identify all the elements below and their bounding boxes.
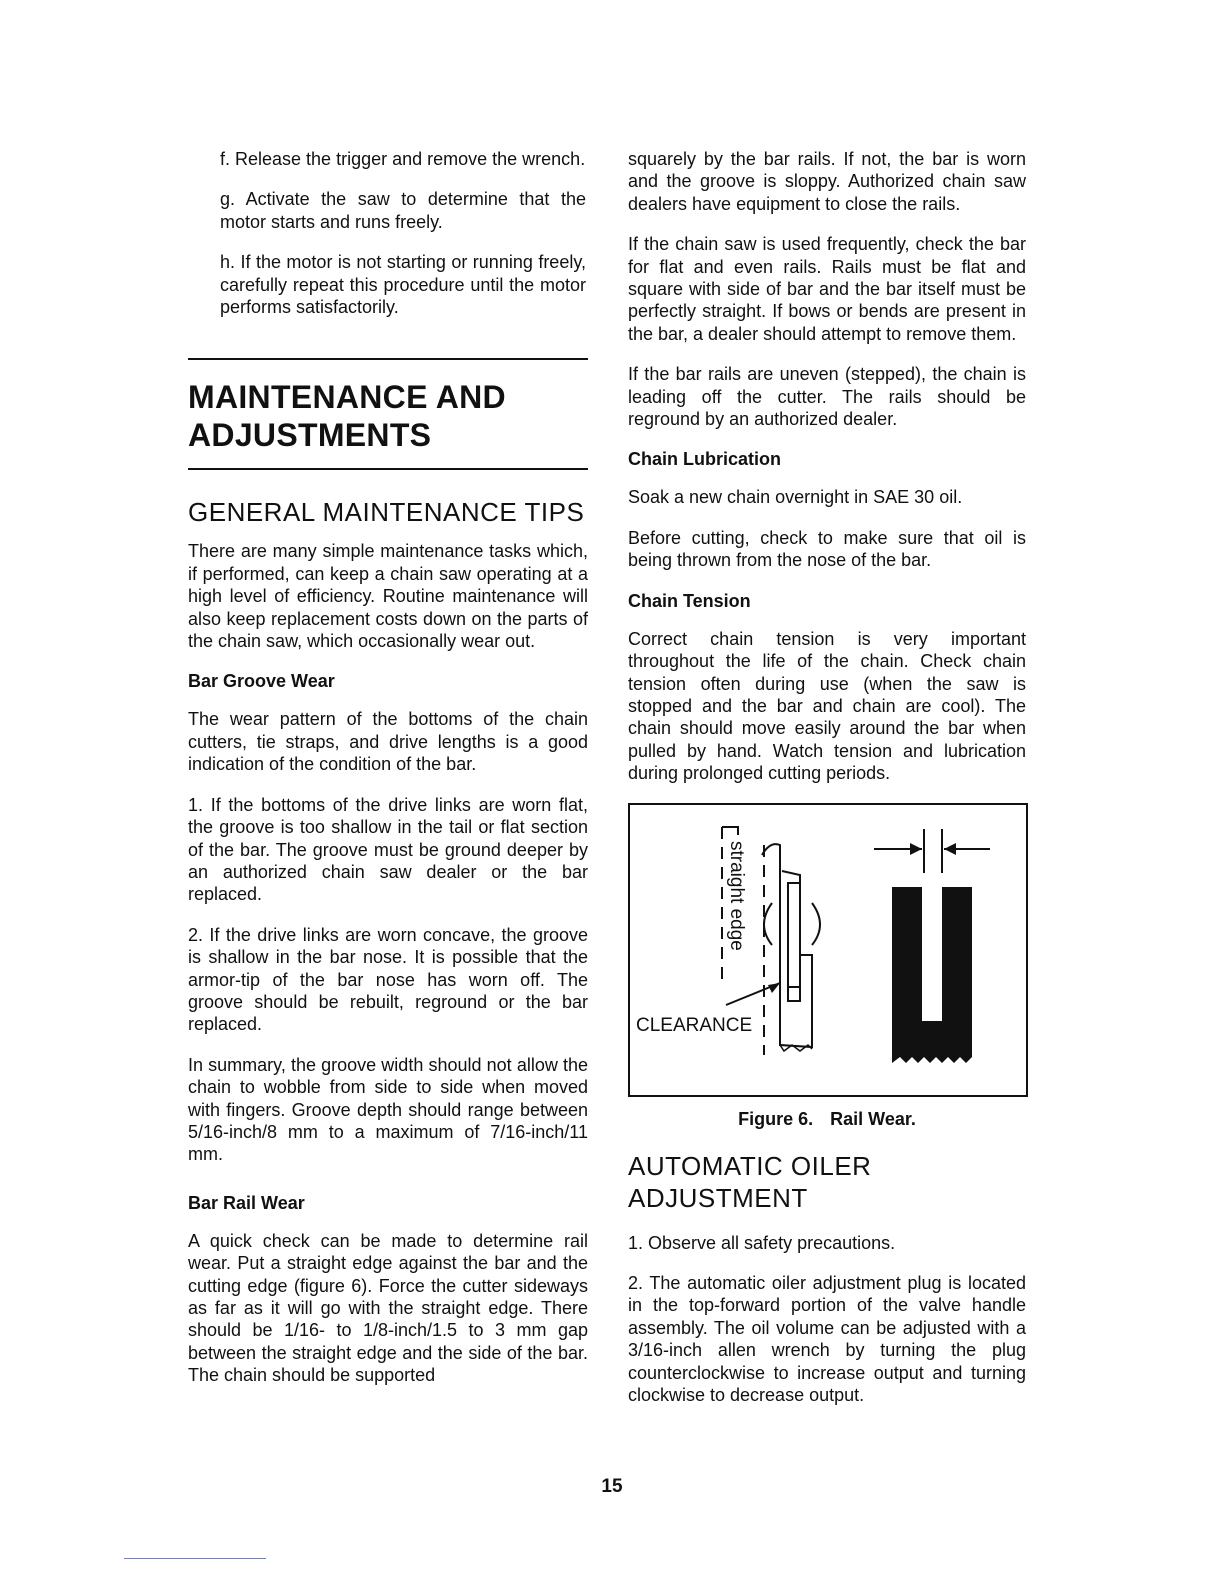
straight-edge-label: straight edge <box>726 840 747 951</box>
chain-tension-title: Chain Tension <box>628 590 751 611</box>
bar-groove-title: Bar Groove Wear <box>188 671 335 692</box>
section-divider-top <box>188 358 588 360</box>
figure-caption <box>628 1109 1026 1130</box>
chain-tension-text: Correct chain tension is very important throughout the life of the chain. Check chain tension often during use (when the saw is stopped and the bar and chain are cool). The chain should move easily around the bar when pulled by hand. Watch tension and lubrication during prolonged cutting periods. <box>628 628 1026 784</box>
oiler-item-1: 1. Observe all safety precautions. <box>628 1232 896 1253</box>
drive-link-tip <box>788 987 800 1001</box>
section-title-line2: ADJUSTMENTS <box>188 417 432 454</box>
lubrication-text-2: Before cutting, check to make sure that oil is being thrown from the nose of the bar. <box>628 527 1026 571</box>
bar-rail-text: A quick check can be made to determine rail wear. Put a straight edge against the bar and the cutting edge (figure 6). Force the cutter sideways as far as it will go with the straight edge. There should be 1/16- to 1/8-inch/1.5 to 3 mm gap between the straight edge and the side of the bar. The chain should be supported <box>188 1230 588 1386</box>
groove-item-2: 2. If the drive links are worn concave, the groove is shallow in the bar nose. It is possible that the armor-tip of the bar nose has worn off. The groove should be rebuilt, reground or the bar replaced. <box>188 924 588 1035</box>
step-g: g. Activate the saw to determine that the motor starts and runs freely. <box>220 189 586 232</box>
step-f: f. Release the trigger and remove the wrench. <box>220 149 586 169</box>
groove-item-1: 1. If the bottoms of the drive links are worn flat, the groove is too shallow in the tail or flat section of the bar. The groove must be ground deeper by an authorized chain saw dealer or the bar replaced. <box>188 794 588 905</box>
lubrication-text-1: Soak a new chain overnight in SAE 30 oil. <box>628 487 963 508</box>
straight-edge-corner <box>722 827 738 835</box>
automatic-oiler-title <box>628 1150 1026 1214</box>
automatic-oiler-title-line2: ADJUSTMENT <box>628 1182 808 1213</box>
chain-lubrication-title: Chain Lubrication <box>628 449 781 470</box>
continued-text: squarely by the bar rails. If not, the bar is worn and the groove is sloppy. Authorized chain saw dealers have equipment to close the rails. <box>628 149 1026 214</box>
general-maintenance-title: GENERAL MAINTENANCE TIPS <box>188 497 585 528</box>
step-h: h. If the motor is not starting or running freely, carefully repeat this procedure until the motor performs satisfactorily. <box>220 252 586 318</box>
figure-number: Figure 6. <box>738 1108 814 1129</box>
uneven-rails-text: If the bar rails are uneven (stepped), the chain is leading off the cutter. The rails should be reground by an authorized dealer. <box>628 364 1026 430</box>
footer-line <box>124 1558 266 1559</box>
cutter-left <box>764 903 772 945</box>
drive-link <box>788 883 800 1001</box>
width-arrow-left-head <box>910 843 922 855</box>
cutter-right <box>812 903 820 945</box>
bar-rail-title: Bar Rail Wear <box>188 1192 305 1213</box>
page-number: 15 <box>601 1476 623 1497</box>
right-column <box>628 148 1026 1424</box>
section-title <box>188 378 588 454</box>
rail-wear-figure <box>628 803 1028 1097</box>
rail-wear-diagram <box>630 805 1026 1095</box>
section-divider-bottom <box>188 468 588 470</box>
clearance-arrowhead <box>768 983 780 993</box>
figure-title: Rail Wear. <box>830 1108 916 1129</box>
left-column <box>188 148 588 1405</box>
worn-bar-profile <box>892 887 972 1063</box>
groove-summary: In summary, the groove width should not allow the chain to wobble from side to side when moved with fingers. Groove depth should range between 5/16-inch/8 mm to a maximum of 7/16-inch/11 mm. <box>188 1054 588 1165</box>
clearance-label: CLEARANCE <box>636 1014 753 1036</box>
bar-groove-text: The wear pattern of the bottoms of the chain cutters, tie straps, and drive lengths is a good indication of the condition of the bar. <box>188 709 588 775</box>
section-title-line1: MAINTENANCE AND <box>188 379 506 416</box>
automatic-oiler-title-line1: AUTOMATIC OILER <box>628 1150 872 1181</box>
oiler-item-2: 2. The automatic oiler adjustment plug is located in the top-forward portion of the valve handle assembly. The oil volume can be adjusted with a 3/16-inch allen wrench by turning the plug counterclockwise to increase output and turning clockwise to decrease output. <box>628 1272 1026 1405</box>
width-arrow-right-head <box>944 843 956 855</box>
general-maintenance-text: There are many simple maintenance tasks which, if performed, can keep a chain saw operating at a high level of efficiency. Routine maintenance will also keep replacement costs down on the parts of the chain saw, which occasionally wear out. <box>188 541 588 652</box>
frequent-use-text: If the chain saw is used frequently, check the bar for flat and even rails. Rails must be flat and square with side of bar and the bar itself must be perfectly straight. If bows or bends are present in the bar, a dealer should attempt to remove them. <box>628 234 1026 344</box>
